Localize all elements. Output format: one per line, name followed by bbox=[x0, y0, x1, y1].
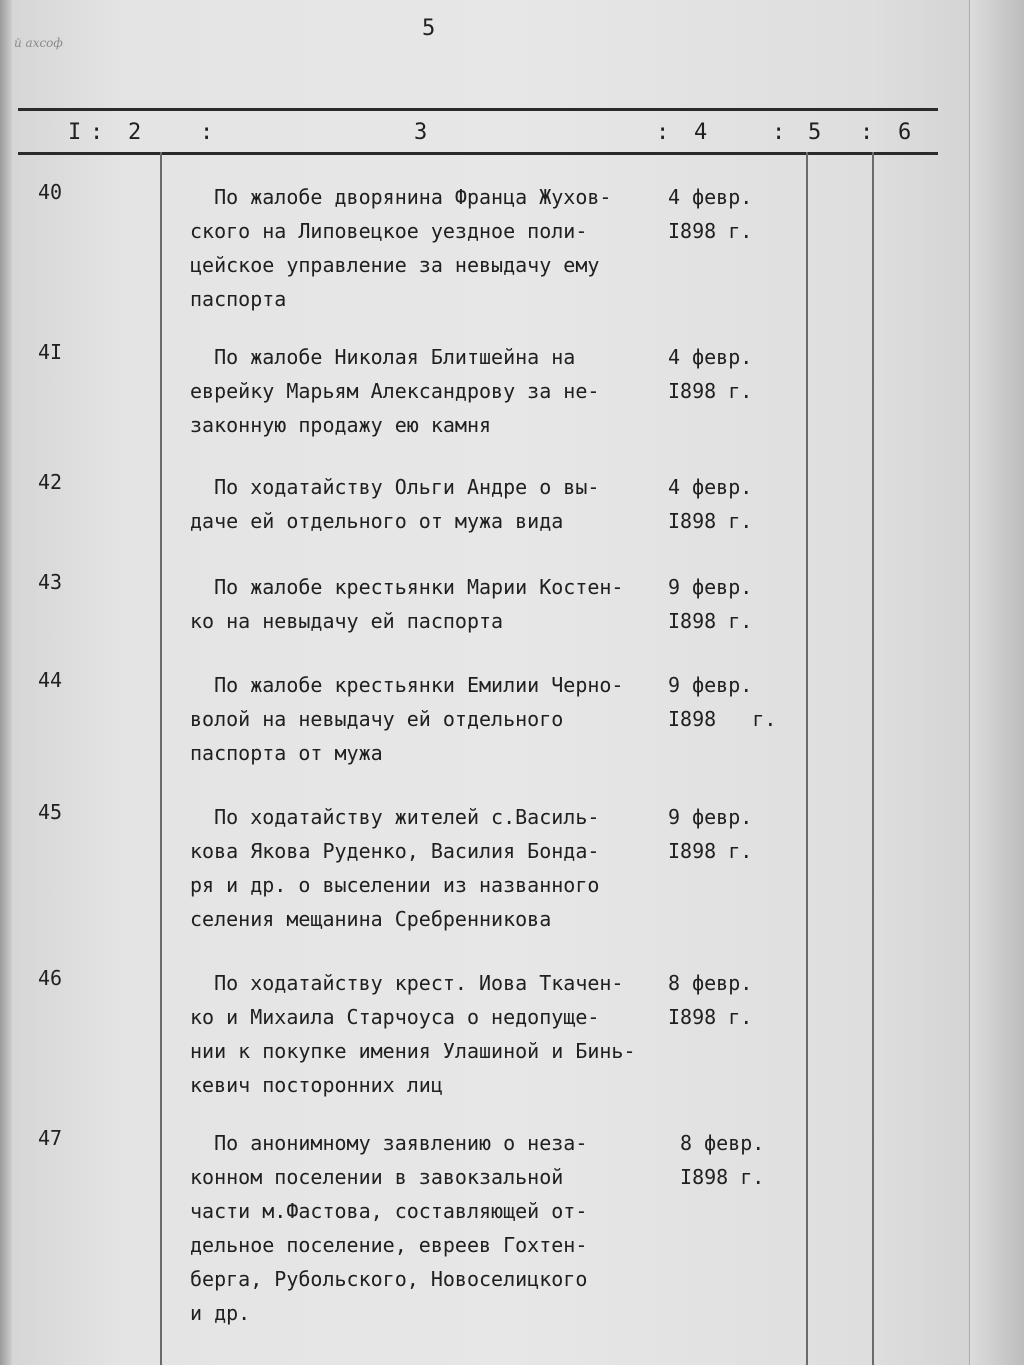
entry-line: нии к покупке имения Улашиной и Бинь- bbox=[190, 1039, 636, 1063]
date-year: I898 г. bbox=[668, 839, 753, 863]
entry-number: 44 bbox=[38, 668, 63, 692]
entry-date bbox=[668, 1126, 778, 1194]
date-year: I898 г. bbox=[668, 707, 777, 731]
entry-line: селения мещанина Сребренникова bbox=[190, 907, 552, 931]
table-header bbox=[20, 110, 940, 156]
entry-date bbox=[668, 340, 778, 408]
entry-line: даче ей отдельного от мужа вида bbox=[190, 509, 564, 533]
header-col-1: I bbox=[68, 120, 82, 145]
date-day: 4 февр. bbox=[668, 475, 753, 499]
date-year: I898 г. bbox=[668, 219, 753, 243]
entry-line: По ходатайству крест. Иова Ткачен- bbox=[190, 971, 624, 995]
date-year: I898 г. bbox=[668, 509, 753, 533]
entry-line: кова Якова Руденко, Василия Бонда- bbox=[190, 839, 600, 863]
entry-line: конном поселении в завокзальной bbox=[190, 1165, 564, 1189]
column-divider-3 bbox=[872, 152, 874, 1365]
date-year: I898 г. bbox=[668, 1165, 765, 1189]
entry-number: 47 bbox=[38, 1126, 63, 1150]
column-divider-1 bbox=[160, 152, 162, 1365]
header-sep-5: : bbox=[860, 120, 874, 145]
entry-date bbox=[668, 800, 778, 868]
entry-line: По жалобе крестьянки Емилии Черно- bbox=[190, 673, 624, 697]
entry-number: 42 bbox=[38, 470, 63, 494]
entry-line: части м.Фастова, составляющей от- bbox=[190, 1199, 588, 1223]
entry-description bbox=[190, 966, 670, 1102]
header-sep-1: : bbox=[90, 120, 104, 145]
entry-line: паспорта от мужа bbox=[190, 741, 383, 765]
entry-line: дельное поселение, евреев Гохтен- bbox=[190, 1233, 588, 1257]
header-col-3: 3 bbox=[414, 120, 428, 145]
entry-number: 43 bbox=[38, 570, 63, 594]
entry-line: берга, Рубольского, Новоселицкого bbox=[190, 1267, 588, 1291]
date-day: 4 февр. bbox=[668, 345, 753, 369]
entry-line: По жалобе крестьянки Марии Костен- bbox=[190, 575, 624, 599]
entry-date bbox=[668, 966, 778, 1034]
header-col-2: 2 bbox=[128, 120, 142, 145]
entry-line: По жалобе Николая Блитшейна на bbox=[190, 345, 576, 369]
entry-description bbox=[190, 1126, 670, 1330]
entry-number: 40 bbox=[38, 180, 63, 204]
archive-stamp: й ахсоф bbox=[14, 36, 63, 50]
column-divider-2 bbox=[806, 152, 808, 1365]
entry-line: ря и др. о выселении из названного bbox=[190, 873, 600, 897]
entry-line: По ходатайству Ольги Андре о вы- bbox=[190, 475, 600, 499]
date-day: 9 февр. bbox=[668, 805, 753, 829]
entry-number: 46 bbox=[38, 966, 63, 990]
page-number: 5 bbox=[422, 16, 436, 41]
entry-line: волой на невыдачу ей отдельного bbox=[190, 707, 564, 731]
entry-line: еврейку Марьям Александрову за не- bbox=[190, 379, 600, 403]
header-sep-2: : bbox=[200, 120, 214, 145]
header-sep-3: : bbox=[656, 120, 670, 145]
entry-line: кевич посторонних лиц bbox=[190, 1073, 443, 1097]
entry-line: ко на невыдачу ей паспорта bbox=[190, 609, 504, 633]
header-col-4: 4 bbox=[694, 120, 708, 145]
header-sep-4: : bbox=[772, 120, 786, 145]
date-year: I898 г. bbox=[668, 1005, 753, 1029]
entry-date bbox=[668, 668, 778, 736]
entry-description bbox=[190, 800, 670, 936]
entry-line: ко и Михаила Старчоуса о недопуще- bbox=[190, 1005, 600, 1029]
page-edge bbox=[969, 0, 1024, 1365]
entry-number: 45 bbox=[38, 800, 63, 824]
entry-line: и др. bbox=[190, 1301, 251, 1325]
header-col-6: 6 bbox=[898, 120, 912, 145]
entry-description bbox=[190, 470, 670, 538]
entry-line: ского на Липовецкое уездное поли- bbox=[190, 219, 588, 243]
entry-number: 4I bbox=[38, 340, 63, 364]
entry-line: По жалобе дворянина Франца Жухов- bbox=[190, 185, 612, 209]
entry-line: По анонимному заявлению о неза- bbox=[190, 1131, 588, 1155]
entry-date bbox=[668, 180, 778, 248]
date-day: 8 февр. bbox=[668, 971, 753, 995]
entry-description bbox=[190, 180, 670, 316]
date-year: I898 г. bbox=[668, 609, 753, 633]
entry-description bbox=[190, 340, 670, 442]
date-year: I898 г. bbox=[668, 379, 753, 403]
entry-description bbox=[190, 570, 670, 638]
date-day: 9 февр. bbox=[668, 575, 753, 599]
entry-line: законную продажу ею камня bbox=[190, 413, 492, 437]
entry-line: цейское управление за невыдачу ему bbox=[190, 253, 600, 277]
entry-description bbox=[190, 668, 670, 770]
entry-date bbox=[668, 470, 778, 538]
entry-date bbox=[668, 570, 778, 638]
date-day: 9 февр. bbox=[668, 673, 753, 697]
page-binding bbox=[0, 0, 12, 1365]
entry-line: По ходатайству жителей с.Василь- bbox=[190, 805, 600, 829]
entry-line: паспорта bbox=[190, 287, 287, 311]
header-col-5: 5 bbox=[808, 120, 822, 145]
date-day: 4 февр. bbox=[668, 185, 753, 209]
date-day: 8 февр. bbox=[668, 1131, 765, 1155]
